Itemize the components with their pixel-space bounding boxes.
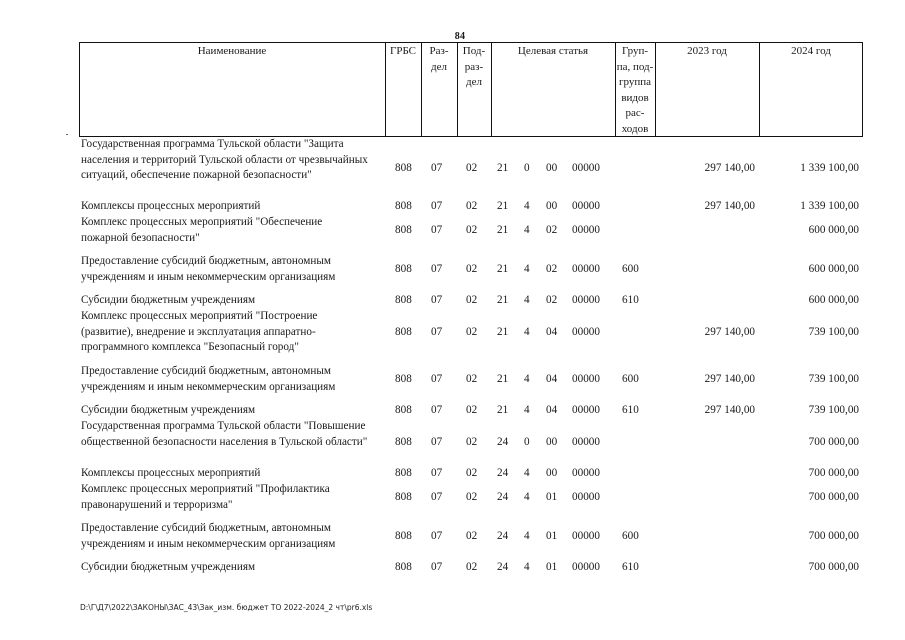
cell-podrazdel: 02 — [466, 200, 478, 212]
cell-target-program: 21 — [497, 373, 509, 385]
cell-target-program: 21 — [497, 263, 509, 275]
cell-target-direction: 00000 — [572, 404, 600, 416]
table-row — [79, 309, 863, 356]
cell-expense-group: 610 — [622, 294, 639, 306]
header-group — [615, 44, 655, 137]
cell-razdel: 07 — [431, 404, 443, 416]
cell-amount-2024: 600 000,00 — [808, 294, 859, 306]
cell-name: Субсидии бюджетным учреждениям — [81, 404, 256, 416]
cell-amount-2024: 700 000,00 — [808, 561, 859, 573]
cell-target-subprogram: 00 — [546, 467, 558, 479]
margin-mark — [66, 134, 68, 135]
cell-podrazdel: 02 — [466, 404, 478, 416]
cell-amount-2024: 700 000,00 — [808, 436, 859, 448]
cell-target-subprogram: 02 — [546, 263, 558, 275]
cell-target-type: 4 — [524, 530, 530, 542]
cell-razdel: 07 — [431, 561, 443, 573]
cell-amount-2024: 739 100,00 — [808, 326, 859, 338]
cell-target-type: 4 — [524, 404, 530, 416]
cell-grbs: 808 — [395, 200, 412, 212]
table-row — [79, 403, 863, 419]
cell-grbs: 808 — [395, 491, 412, 503]
cell-razdel: 07 — [431, 491, 443, 503]
cell-target-subprogram: 00 — [546, 436, 558, 448]
table-row — [79, 254, 863, 285]
cell-target-direction: 00000 — [572, 561, 600, 573]
cell-target-program: 24 — [497, 530, 509, 542]
cell-razdel: 07 — [431, 373, 443, 385]
cell-expense-group: 600 — [622, 373, 639, 385]
cell-target-subprogram: 02 — [546, 294, 558, 306]
cell-target-type: 4 — [524, 224, 530, 236]
cell-podrazdel: 02 — [466, 224, 478, 236]
cell-amount-2024: 600 000,00 — [808, 263, 859, 275]
cell-target-type: 4 — [524, 294, 530, 306]
cell-razdel: 07 — [431, 530, 443, 542]
cell-target-subprogram: 00 — [546, 200, 558, 212]
cell-target-program: 24 — [497, 491, 509, 503]
page-number: 84 — [454, 31, 466, 42]
cell-grbs: 808 — [395, 224, 412, 236]
cell-expense-group: 610 — [622, 561, 639, 573]
cell-name: Предоставление субсидий бюджетным, автономным учреждениям и иным некоммерческим организациям — [81, 365, 336, 393]
cell-target-type: 4 — [524, 263, 530, 275]
table-row — [79, 419, 863, 466]
cell-target-subprogram: 02 — [546, 224, 558, 236]
cell-target-subprogram: 01 — [546, 530, 558, 542]
cell-target-type: 4 — [524, 561, 530, 573]
header-podrazdel-line: раз- — [464, 60, 484, 73]
header-group-line: видов — [621, 91, 649, 104]
cell-target-program: 21 — [497, 404, 509, 416]
cell-name: Предоставление субсидий бюджетным, автономным учреждениям и иным некоммерческим организациям — [81, 255, 336, 283]
cell-target-program: 24 — [497, 561, 509, 573]
header-razdel-line: Раз- — [429, 45, 449, 57]
cell-target-direction: 00000 — [572, 491, 600, 503]
cell-podrazdel: 02 — [466, 530, 478, 542]
cell-expense-group: 610 — [622, 404, 639, 416]
cell-target-subprogram: 04 — [546, 404, 558, 416]
cell-target-direction: 00000 — [572, 263, 600, 275]
cell-target-program: 21 — [497, 294, 509, 306]
cell-razdel: 07 — [431, 224, 443, 236]
cell-target-type: 0 — [524, 436, 530, 448]
cell-podrazdel: 02 — [466, 491, 478, 503]
cell-target-subprogram: 04 — [546, 326, 558, 338]
cell-name: Субсидии бюджетным учреждениям — [81, 561, 256, 573]
header-group-line: па, под- — [616, 60, 654, 73]
cell-expense-group: 600 — [622, 263, 639, 275]
cell-podrazdel: 02 — [466, 162, 478, 174]
cell-name: Комплекс процессных мероприятий "Построение (развитие), внедрение и эксплуатация аппаратно-программного комплекса "Безопасный город" — [81, 310, 318, 353]
cell-target-program: 21 — [497, 326, 509, 338]
cell-target-direction: 00000 — [572, 373, 600, 385]
cell-target-direction: 00000 — [572, 162, 600, 174]
header-podrazdel — [457, 44, 491, 91]
cell-target-direction: 00000 — [572, 436, 600, 448]
cell-razdel: 07 — [431, 436, 443, 448]
cell-grbs: 808 — [395, 263, 412, 275]
cell-grbs: 808 — [395, 404, 412, 416]
header-group-line: рас- — [625, 107, 645, 119]
table-header — [79, 42, 863, 137]
header-grbs: ГРБС — [389, 45, 417, 57]
cell-amount-2023: 297 140,00 — [704, 373, 755, 385]
header-name: Наименование — [197, 45, 267, 57]
header-year-2024: 2024 год — [791, 45, 831, 57]
cell-target-subprogram: 00 — [546, 162, 558, 174]
cell-target-program: 24 — [497, 467, 509, 479]
cell-amount-2024: 739 100,00 — [808, 373, 859, 385]
header-year-2023: 2023 год — [687, 45, 727, 57]
cell-target-direction: 00000 — [572, 530, 600, 542]
cell-amount-2024: 700 000,00 — [808, 491, 859, 503]
cell-amount-2024: 700 000,00 — [808, 467, 859, 479]
cell-target-type: 4 — [524, 467, 530, 479]
cell-name: Комплексы процессных мероприятий — [81, 200, 261, 212]
cell-target-type: 4 — [524, 491, 530, 503]
cell-grbs: 808 — [395, 373, 412, 385]
cell-expense-group: 600 — [622, 530, 639, 542]
cell-podrazdel: 02 — [466, 467, 478, 479]
cell-target-type: 0 — [524, 162, 530, 174]
cell-name: Государственная программа Тульской области "Защита населения и территорий Тульской области от чрезвычайных ситуаций, обеспечение пожарной безопасности" — [81, 138, 368, 181]
cell-name: Комплекс процессных мероприятий "Обеспечение пожарной безопасности" — [81, 216, 323, 244]
header-podrazdel-line: Под- — [462, 45, 486, 57]
cell-amount-2023: 297 140,00 — [704, 162, 755, 174]
table-row — [79, 293, 863, 309]
cell-target-direction: 00000 — [572, 200, 600, 212]
cell-name: Предоставление субсидий бюджетным, автономным учреждениям и иным некоммерческим организациям — [81, 522, 336, 550]
table-row — [79, 466, 863, 482]
table-row — [79, 482, 863, 513]
cell-amount-2023: 297 140,00 — [704, 200, 755, 212]
table-row — [79, 364, 863, 395]
cell-razdel: 07 — [431, 326, 443, 338]
cell-target-subprogram: 01 — [546, 491, 558, 503]
header-group-line: ходов — [621, 122, 649, 135]
header-razdel — [421, 44, 457, 75]
cell-target-subprogram: 04 — [546, 373, 558, 385]
cell-razdel: 07 — [431, 162, 443, 174]
table-row — [79, 521, 863, 552]
cell-name: Государственная программа Тульской области "Повышение общественной безопасности населения в Тульской области" — [81, 420, 368, 448]
cell-amount-2024: 700 000,00 — [808, 530, 859, 542]
footer-file-path: D:\Г\Д7\2022\ЗАКОНЫ\ЗАС_43\Зак_изм. бюджет ТО 2022-2024_2 чт\pr6.xls — [80, 603, 373, 612]
table-row — [79, 560, 863, 576]
cell-amount-2024: 739 100,00 — [808, 404, 859, 416]
cell-grbs: 808 — [395, 162, 412, 174]
header-razdel-line: дел — [431, 60, 447, 73]
header-group-line: группа — [618, 76, 652, 88]
cell-target-program: 21 — [497, 200, 509, 212]
cell-target-program: 24 — [497, 436, 509, 448]
cell-amount-2024: 1 339 100,00 — [800, 162, 859, 174]
cell-razdel: 07 — [431, 263, 443, 275]
cell-target-type: 4 — [524, 373, 530, 385]
cell-target-subprogram: 01 — [546, 561, 558, 573]
cell-target-direction: 00000 — [572, 294, 600, 306]
cell-name: Комплекс процессных мероприятий "Профилактика правонарушений и терроризма" — [81, 483, 330, 511]
cell-grbs: 808 — [395, 436, 412, 448]
cell-razdel: 07 — [431, 294, 443, 306]
header-group-line: Груп- — [621, 45, 649, 57]
cell-target-program: 21 — [497, 224, 509, 236]
cell-podrazdel: 02 — [466, 263, 478, 275]
cell-amount-2023: 297 140,00 — [704, 404, 755, 416]
header-podrazdel-line: дел — [466, 76, 482, 88]
cell-grbs: 808 — [395, 467, 412, 479]
cell-podrazdel: 02 — [466, 294, 478, 306]
cell-grbs: 808 — [395, 326, 412, 338]
table-row — [79, 137, 863, 199]
cell-razdel: 07 — [431, 467, 443, 479]
header-target-article: Целевая статья — [517, 45, 589, 57]
table-row — [79, 199, 863, 215]
cell-amount-2023: 297 140,00 — [704, 326, 755, 338]
cell-amount-2024: 1 339 100,00 — [800, 200, 859, 212]
cell-podrazdel: 02 — [466, 561, 478, 573]
cell-target-program: 21 — [497, 162, 509, 174]
cell-razdel: 07 — [431, 200, 443, 212]
cell-target-type: 4 — [524, 200, 530, 212]
cell-grbs: 808 — [395, 561, 412, 573]
cell-target-type: 4 — [524, 326, 530, 338]
cell-target-direction: 00000 — [572, 224, 600, 236]
cell-amount-2024: 600 000,00 — [808, 224, 859, 236]
cell-name: Комплексы процессных мероприятий — [81, 467, 261, 479]
table-row — [79, 215, 863, 246]
cell-name: Субсидии бюджетным учреждениям — [81, 294, 256, 306]
cell-target-direction: 00000 — [572, 326, 600, 338]
cell-podrazdel: 02 — [466, 326, 478, 338]
cell-grbs: 808 — [395, 530, 412, 542]
cell-target-direction: 00000 — [572, 467, 600, 479]
cell-grbs: 808 — [395, 294, 412, 306]
cell-podrazdel: 02 — [466, 436, 478, 448]
cell-podrazdel: 02 — [466, 373, 478, 385]
